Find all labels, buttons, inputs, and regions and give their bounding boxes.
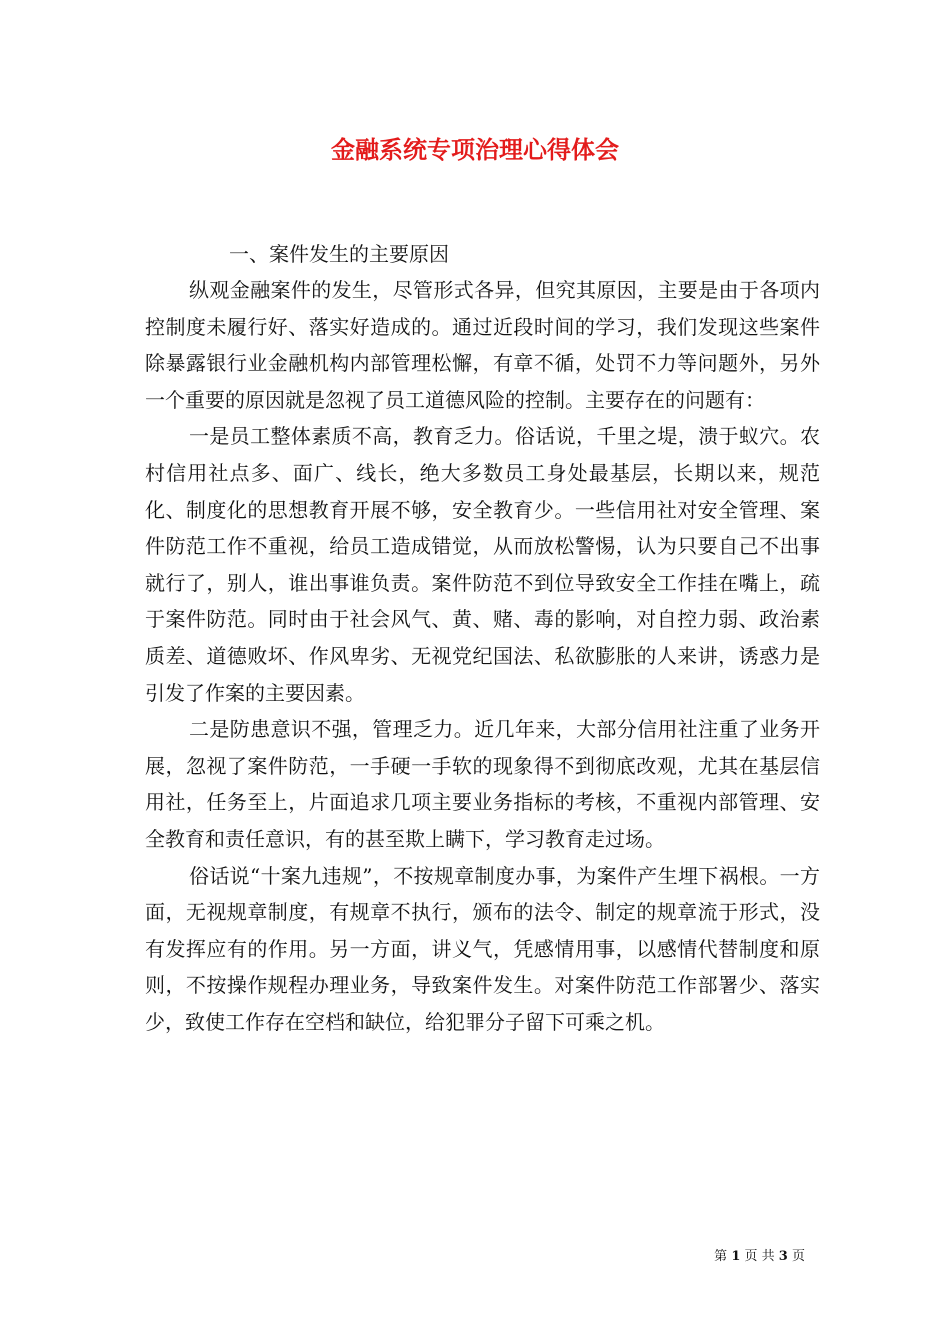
paragraph-risk-awareness: 二是防患意识不强，管理乏力。近几年来，大部分信用社注重了业务开展，忽视了案件防范，一手硬一手软的现象得不到彻底改观，尤其在基层信用社，任务至上，片面追求几项主要业务指标的考核，不重视内部管理、安全教育和责任意识，有的甚至欺上瞒下，学习教育走过场。 — [145, 717, 820, 851]
section-heading: 一、案件发生的主要原因 — [229, 242, 449, 266]
paragraph-rule-violations: 俗话说“十案九违规”，不按规章制度办事，为案件产生埋下祸根。一方面，无视规章制度，有规章不执行，颁布的法令、制定的规章流于形式，没有发挥应有的作用。另一方面，讲义气，凭感情用事，以感情代替制度和原则，不按操作规程办理业务，导致案件发生。对案件防范工作部署少、落实少，致使工作存在空档和缺位，给犯罪分子留下可乘之机。 — [145, 863, 820, 1034]
paragraph-staff-quality: 一是员工整体素质不高，教育乏力。俗话说，千里之堤，溃于蚁穴。农村信用社点多、面广、线长，绝大多数员工身处最基层，长期以来，规范化、制度化的思想教育开展不够，安全教育少。一些信用社对安全管理、案件防范工作不重视，给员工造成错觉，从而放松警惕，认为只要自己不出事就行了，别人，谁出事谁负责。案件防范不到位导致安全工作挂在嘴上，疏于案件防范。同时由于社会风气、黄、赌、毒的影响，对自控力弱、政治素质差、道德败坏、作风卑劣、无视党纪国法、私欲膨胀的人来讲，诱惑力是引发了作案的主要因素。 — [145, 424, 820, 705]
paragraph-intro: 纵观金融案件的发生，尽管形式各异，但究其原因，主要是由于各项内控制度未履行好、落实好造成的。通过近段时间的学习，我们发现这些案件除暴露银行业金融机构内部管理松懈，有章不循，处罚不力等问题外，另外一个重要的原因就是忽视了员工道德风险的控制。主要存在的问题有： — [145, 278, 820, 412]
footer-prefix: 第 — [714, 1249, 728, 1264]
footer-middle: 页 共 — [744, 1249, 775, 1264]
footer-suffix: 页 — [791, 1249, 805, 1264]
footer-total-pages: 3 — [778, 1249, 788, 1264]
document-title: 金融系统专项治理心得体会 — [331, 135, 619, 164]
page-number-footer — [714, 1248, 805, 1266]
document-body — [145, 236, 820, 1040]
footer-current-page: 1 — [731, 1249, 741, 1264]
